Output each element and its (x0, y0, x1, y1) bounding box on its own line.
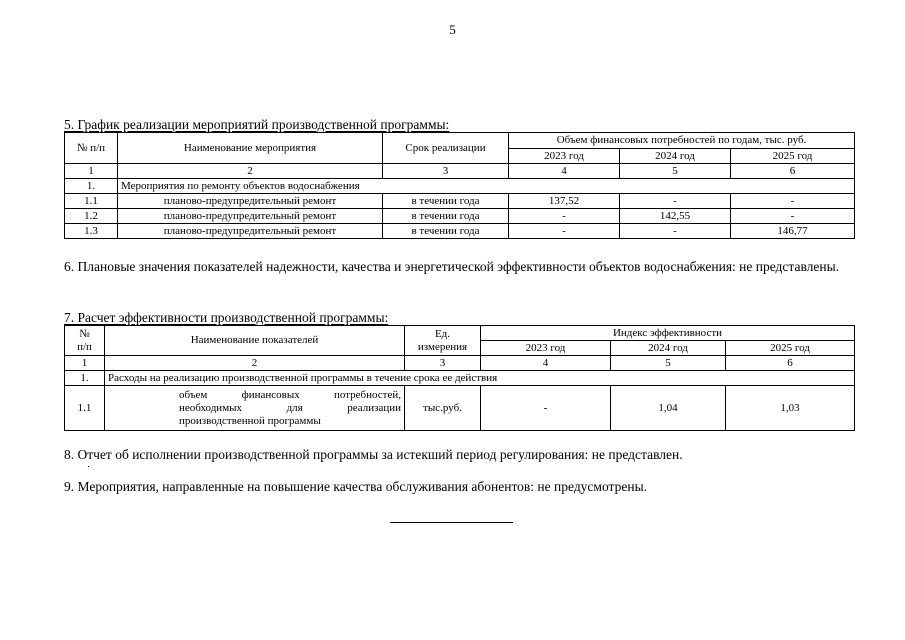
col-number: 2 (118, 164, 383, 179)
row-num: 1.2 (65, 209, 118, 224)
group-row (65, 371, 855, 386)
header-finance: Объем финансовых потребностей по годам, тыс. руб. (509, 133, 855, 149)
row-2025: 1,03 (726, 386, 855, 431)
col-number: 4 (509, 164, 620, 179)
header-unit-line2: измерения (417, 340, 468, 353)
group-row (65, 179, 855, 194)
section-7-heading: 7. Расчет эффективности производственной программы: (64, 310, 389, 325)
row-term: в течении года (383, 209, 509, 224)
col-number: 1 (65, 356, 105, 371)
header-2025: 2025 год (726, 341, 855, 356)
col-number: 3 (383, 164, 509, 179)
header-index: Индекс эффективности (481, 326, 855, 341)
efficiency-table (64, 325, 855, 431)
header-2023: 2023 год (509, 149, 620, 164)
col-number: 2 (105, 356, 405, 371)
col-number: 5 (620, 164, 731, 179)
col-number: 5 (611, 356, 726, 371)
header-num-line1: № (79, 327, 90, 340)
header-num-line2: п/п (77, 340, 92, 353)
row-2025: 146,77 (731, 224, 855, 239)
header-2024: 2024 год (620, 149, 731, 164)
header-unit (405, 326, 481, 356)
row-term: в течении года (383, 194, 509, 209)
header-name: Наименование показателей (105, 326, 405, 356)
group-num: 1. (65, 179, 118, 194)
row-2023: - (509, 224, 620, 239)
end-divider (390, 522, 513, 523)
row-unit: тыс.руб. (405, 386, 481, 431)
row-2024: 142,55 (620, 209, 731, 224)
row-name-line2: необходимых для реализации (179, 401, 401, 414)
row-num: 1.1 (65, 386, 105, 431)
col-number: 6 (726, 356, 855, 371)
group-label: Расходы на реализацию производственной программы в течение срока ее действия (105, 371, 855, 386)
header-num (65, 326, 105, 356)
stray-dot (88, 466, 89, 467)
row-num: 1.3 (65, 224, 118, 239)
schedule-table (64, 132, 855, 239)
row-num: 1.1 (65, 194, 118, 209)
row-name-line3: производственной программы (179, 414, 321, 427)
row-2025: - (731, 194, 855, 209)
header-2025: 2025 год (731, 149, 855, 164)
row-2025: - (731, 209, 855, 224)
column-number-row (65, 164, 855, 179)
col-number: 6 (731, 164, 855, 179)
row-2023: - (481, 386, 611, 431)
table-row (65, 224, 855, 239)
section-8-text: 8. Отчет об исполнении производственной программы за истекший период регулирования: не представлен. (64, 447, 683, 462)
header-term: Срок реализации (383, 133, 509, 164)
header-2023: 2023 год (481, 341, 611, 356)
table-row (65, 209, 855, 224)
col-number: 3 (405, 356, 481, 371)
row-name (105, 386, 405, 431)
header-num: № п/п (65, 133, 118, 164)
row-term: в течении года (383, 224, 509, 239)
page-number: 5 (449, 22, 456, 37)
header-name: Наименование мероприятия (118, 133, 383, 164)
table-row (65, 386, 855, 431)
row-2023: 137,52 (509, 194, 620, 209)
row-name: планово-предупредительный ремонт (118, 194, 383, 209)
col-number: 1 (65, 164, 118, 179)
row-name-line1: объем финансовых потребностей, (179, 388, 401, 401)
row-2024: - (620, 194, 731, 209)
section-9-text: 9. Мероприятия, направленные на повышение качества обслуживания абонентов: не предусмотрены. (64, 479, 648, 494)
group-label: Мероприятия по ремонту объектов водоснабжения (118, 179, 855, 194)
row-2024: - (620, 224, 731, 239)
row-2024: 1,04 (611, 386, 726, 431)
row-2023: - (509, 209, 620, 224)
row-name: планово-предупредительный ремонт (118, 209, 383, 224)
section-5-heading: 5. График реализации мероприятий производственной программы: (64, 117, 450, 132)
group-num: 1. (65, 371, 105, 386)
header-unit-line1: Ед. (434, 327, 451, 340)
column-number-row (65, 356, 855, 371)
row-name: планово-предупредительный ремонт (118, 224, 383, 239)
col-number: 4 (481, 356, 611, 371)
header-2024: 2024 год (611, 341, 726, 356)
section-6-text: 6. Плановые значения показателей надежности, качества и энергетической эффективности объектов водоснабжения: не представлены. (64, 259, 840, 274)
table-row (65, 194, 855, 209)
